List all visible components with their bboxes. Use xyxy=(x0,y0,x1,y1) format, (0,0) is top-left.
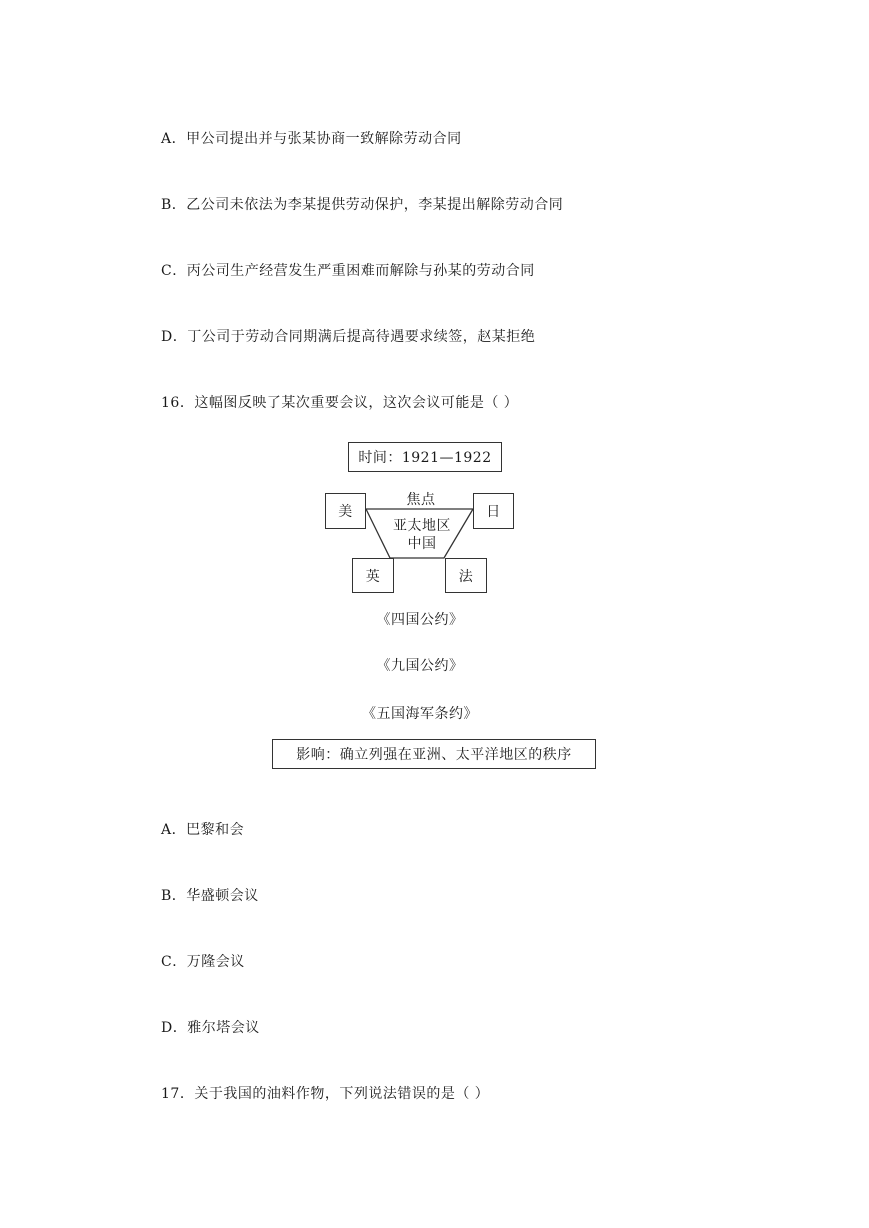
country-fr: 法 xyxy=(458,568,474,585)
q17-stem: 17．关于我国的油料作物，下列说法错误的是（ ） xyxy=(161,1086,490,1102)
country-box-us xyxy=(325,493,366,529)
time-label: 时间：1921—1922 xyxy=(358,450,492,466)
impact-box xyxy=(272,739,596,769)
q16-stem: 16．这幅图反映了某次重要会议，这次会议可能是（ ） xyxy=(161,395,519,411)
treaty-four-power: 《四国公约》 xyxy=(376,612,464,628)
treaty-five-power-naval: 《五国海军条约》 xyxy=(362,706,478,722)
q15-option-d: D．丁公司于劳动合同期满后提高待遇要求续签，赵某拒绝 xyxy=(161,329,536,345)
q15-option-a: A．甲公司提出并与张某协商一致解除劳动合同 xyxy=(161,131,462,147)
country-us: 美 xyxy=(338,504,353,520)
time-box xyxy=(348,442,502,472)
treaty-nine-power: 《九国公约》 xyxy=(376,658,464,674)
country-jp: 日 xyxy=(486,504,501,520)
q15-option-b: B．乙公司未依法为李某提供劳动保护，李某提出解除劳动合同 xyxy=(161,197,564,213)
country-uk: 英 xyxy=(365,568,381,585)
impact-label: 影响：确立列强在亚洲、太平洋地区的秩序 xyxy=(296,747,572,763)
q16-option-c: C．万隆会议 xyxy=(161,954,245,970)
country-box-jp xyxy=(473,493,514,529)
q15-option-c: C．丙公司生产经营发生严重困难而解除与孙某的劳动合同 xyxy=(161,263,535,279)
country-box-fr xyxy=(445,558,487,593)
q16-option-d: D．雅尔塔会议 xyxy=(161,1020,260,1036)
q16-option-a: A．巴黎和会 xyxy=(161,822,245,838)
center-region: 亚太地区 xyxy=(393,518,451,534)
q16-option-b: B．华盛顿会议 xyxy=(161,888,259,904)
country-box-uk xyxy=(352,558,394,593)
focus-label: 焦点 xyxy=(406,492,436,508)
center-china: 中国 xyxy=(407,536,437,552)
